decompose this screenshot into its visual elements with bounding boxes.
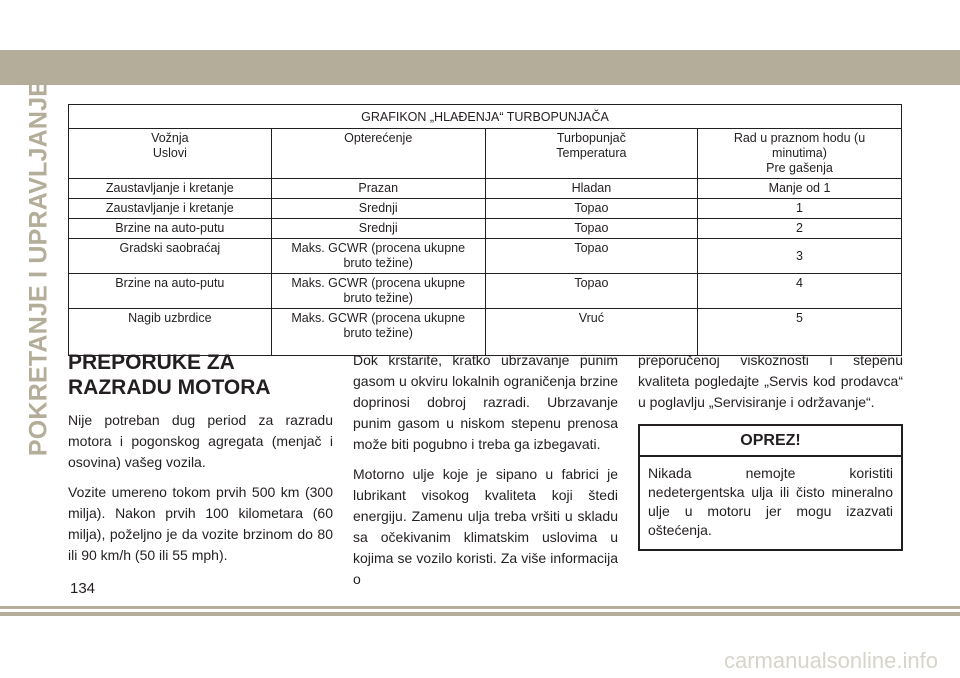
side-title-text: POKRETANJE I UPRAVLJANJE [24, 79, 53, 457]
header-cell-turbo-temperature: Turbopunjač Temperatura [485, 129, 697, 179]
table-row [69, 179, 902, 199]
table-row [69, 309, 902, 356]
footer-rule-thick [0, 612, 960, 616]
table-cell: Gradski saobraćaj [69, 239, 272, 274]
header-cell-load: Opterećenje [271, 129, 485, 179]
caution-title: OPREZ! [640, 426, 901, 457]
page-number: 134 [70, 580, 96, 597]
table-row [69, 274, 902, 309]
table-cell: Topao [485, 199, 697, 219]
table-cell: Zaustavljanje i kretanje [69, 179, 272, 199]
footer-rule-thin [0, 606, 960, 609]
text-column-1 [68, 350, 333, 575]
table-cell: Srednji [271, 219, 485, 239]
caution-box [638, 424, 903, 551]
paragraph: Dok krstarite, kratko ubrzavanje punim gasom u okviru lokalnih ograničenja brzine doprinosi dobroj razradi. Ubrzavanje punim gasom u niskom stepenu prenosa može biti pogubno i treba ga izbegavati. [353, 352, 618, 452]
header-cell-driving-conditions: Vožnja Uslovi [69, 129, 272, 179]
header-bar [0, 50, 960, 85]
table-cell: 5 [697, 309, 901, 356]
paragraph: preporučenoj viskoznosti i stepenu kvaliteta pogledajte „Servis kod prodavca“ u poglavlju „Servisiranje i održavanje“. [638, 352, 903, 410]
table-cell: Maks. GCWR (procena ukupne bruto težine) [271, 274, 485, 309]
watermark: carmanualsonline.info [723, 648, 938, 673]
table-cell: 4 [697, 274, 901, 309]
paragraph: Nije potreban dug period za razradu motora i pogonskog agregata (menjač i osovina) vašeg vozila. [68, 412, 333, 470]
table-header-row [69, 129, 902, 179]
section-heading: PREPORUKE ZA RAZRADU MOTORA [68, 351, 271, 399]
table-row [69, 219, 902, 239]
header-cell-idle-minutes: Rad u praznom hodu (u minutima) Pre gašenja [697, 129, 901, 179]
table-cell: Maks. GCWR (procena ukupne bruto težine) [271, 239, 485, 274]
text-column-2 [353, 350, 618, 599]
table-cell: Srednji [271, 199, 485, 219]
table-cell: 2 [697, 219, 901, 239]
table-cell: Manje od 1 [697, 179, 901, 199]
table-cell: Brzine na auto-putu [69, 274, 272, 309]
paragraph: Vozite umereno tokom prvih 500 km (300 milja). Nakon prvih 100 kilometara (60 milja), poželjno je da vozite brzinom do 80 ili 90 km/h (50 ili 55 mph). [68, 484, 333, 563]
table-title: GRAFIKON „HLAĐENJA“ TURBOPUNJAČA [69, 105, 902, 129]
table-cell: 1 [697, 199, 901, 219]
table-title-row [69, 105, 902, 129]
table-cell: Topao [485, 274, 697, 309]
text-column-3 [638, 350, 903, 551]
table-cell: Topao [485, 219, 697, 239]
table-cell: Maks. GCWR (procena ukupne bruto težine) [271, 309, 485, 356]
table-cell: Prazan [271, 179, 485, 199]
table-row [69, 199, 902, 219]
table-cell: Hladan [485, 179, 697, 199]
table-cell: 3 [697, 239, 901, 274]
table-cell: Topao [485, 239, 697, 274]
table-row [69, 239, 902, 274]
section-side-title [24, 79, 54, 457]
table-cell: Brzine na auto-putu [69, 219, 272, 239]
table-cell: Vruć [485, 309, 697, 356]
paragraph: Motorno ulje koje je sipano u fabrici je lubrikant visokog kvaliteta koji štedi energiju. Zamenu ulja treba vršiti u skladu sa očekivanim klimatskim uslovima u kojima se vozilo koristi. Za više informacija o [353, 466, 618, 587]
table-cell: Zaustavljanje i kretanje [69, 199, 272, 219]
table-cell: Nagib uzbrdice [69, 309, 272, 356]
turbo-cooldown-table [68, 104, 902, 356]
caution-text: Nikada nemojte koristiti nedetergentska ulja ili čisto mineralno ulje u motoru jer mogu izazvati oštećenja. [648, 465, 893, 538]
